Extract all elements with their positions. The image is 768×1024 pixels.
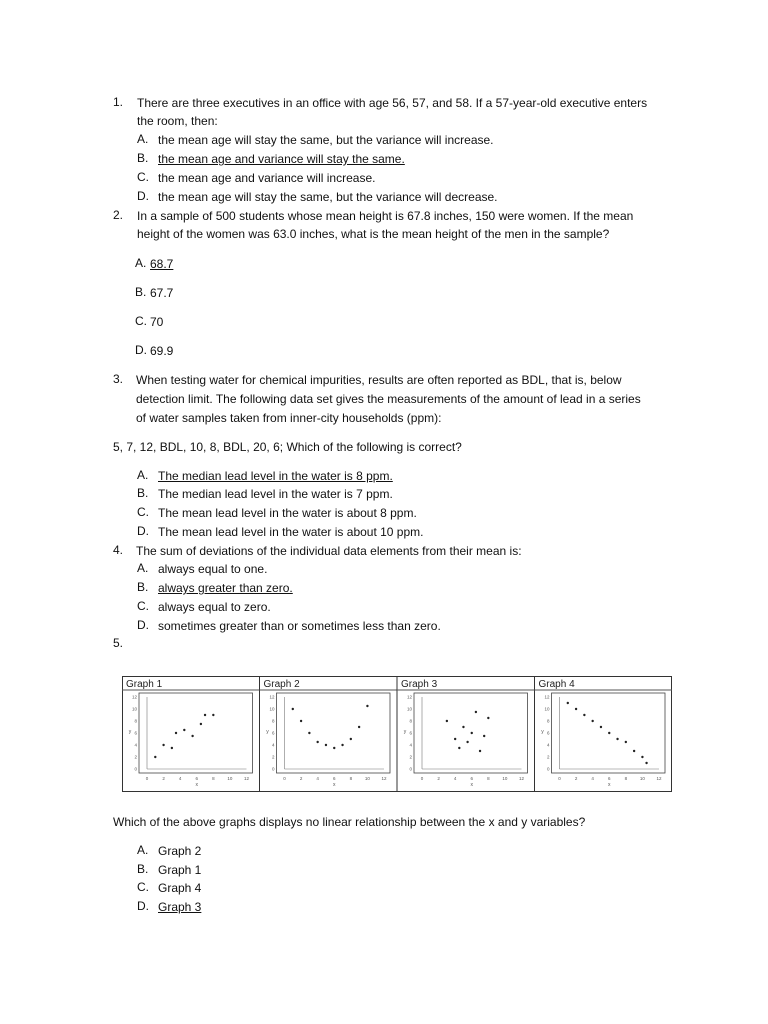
option-text: the mean age will stay the same, but the variance will increase. xyxy=(158,133,494,147)
question-3-data-line: 5, 7, 12, BDL, 10, 8, BDL, 20, 6; Which of the following is correct? xyxy=(113,440,462,454)
y-tick-label: 4 xyxy=(546,742,550,748)
x-tick-label: 8 xyxy=(349,776,353,781)
data-point xyxy=(333,747,335,749)
y-tick-label: 2 xyxy=(271,754,275,760)
x-tick-label: 8 xyxy=(624,776,628,781)
y-tick-label: 0 xyxy=(271,766,275,772)
y-tick-label: 0 xyxy=(409,766,412,772)
x-tick-label: 6 xyxy=(332,776,336,781)
option-letter: A. xyxy=(137,468,149,482)
option-letter: D. xyxy=(137,189,149,203)
option-text: The mean lead level in the water is about 10 ppm. xyxy=(158,525,424,539)
y-tick-label: 10 xyxy=(269,706,275,712)
question-3-text-line-1: When testing water for chemical impurities, results are often reported as BDL, that is, below xyxy=(136,373,622,387)
x-tick-label: 8 xyxy=(212,776,215,781)
y-tick-label: 8 xyxy=(409,718,412,724)
question-1-number: 1. xyxy=(113,95,124,109)
option-text: Graph 1 xyxy=(158,863,202,877)
x-tick-label: 4 xyxy=(178,776,182,781)
option-letter: B. xyxy=(135,285,147,299)
data-point xyxy=(212,714,214,716)
y-tick-label: 10 xyxy=(131,706,137,712)
question-1-text-line-2: the room, then: xyxy=(137,114,218,128)
data-point xyxy=(204,714,206,716)
x-tick-label: 4 xyxy=(316,776,319,781)
option-letter: C. xyxy=(137,880,149,894)
panel-title: Graph 1 xyxy=(126,679,163,690)
option-text: Graph 2 xyxy=(158,844,202,858)
data-point xyxy=(479,750,481,752)
question-3-number: 3. xyxy=(113,372,124,386)
data-point xyxy=(171,747,173,749)
data-point xyxy=(162,744,164,746)
y-tick-label: 0 xyxy=(546,766,550,772)
question-5-text: Which of the above graphs displays no linear relationship between the x and y variables? xyxy=(113,815,586,829)
option-text: always equal to zero. xyxy=(158,600,271,614)
x-axis-label: x xyxy=(333,782,336,788)
data-point xyxy=(191,735,193,737)
plot-frame xyxy=(139,693,253,773)
data-point xyxy=(325,744,327,746)
data-point xyxy=(175,732,177,734)
question-2-number: 2. xyxy=(113,208,124,222)
y-axis-label: y xyxy=(541,729,544,735)
data-point xyxy=(567,702,569,704)
option-letter: C. xyxy=(135,314,147,328)
data-point xyxy=(641,756,643,758)
y-tick-label: 6 xyxy=(134,730,137,736)
data-point xyxy=(183,729,185,731)
option-letter: C. xyxy=(137,505,149,519)
option-letter: A. xyxy=(137,132,149,146)
x-tick-label: 10 xyxy=(639,776,645,781)
question-1-text-line-1: There are three executives in an office with age 56, 57, and 58. If a 57-year-old executive enters xyxy=(137,96,648,110)
y-tick-label: 8 xyxy=(134,718,137,724)
x-tick-label: 10 xyxy=(227,776,233,781)
y-tick-label: 0 xyxy=(134,766,137,772)
y-axis-label: y xyxy=(266,729,269,735)
x-tick-label: 12 xyxy=(243,776,250,781)
data-point xyxy=(583,714,585,716)
option-text-answer: 68.7 xyxy=(150,257,174,271)
option-letter: D. xyxy=(137,524,149,538)
option-text: 67.7 xyxy=(150,286,174,300)
question-3-text-line-2: detection limit. The following data set gives the measurements of the amount of lead in a series xyxy=(136,392,641,406)
x-tick-label: 2 xyxy=(437,776,440,781)
x-axis-label: x xyxy=(195,782,198,788)
x-tick-label: 6 xyxy=(607,776,611,781)
option-letter: D. xyxy=(135,343,147,357)
x-tick-label: 0 xyxy=(558,776,561,781)
y-axis-label: y xyxy=(128,729,132,735)
option-letter: A. xyxy=(137,843,149,857)
data-point xyxy=(608,732,610,734)
option-text-answer: Graph 3 xyxy=(158,900,202,914)
x-tick-label: 8 xyxy=(487,776,490,781)
y-tick-label: 2 xyxy=(546,754,550,760)
data-point xyxy=(471,732,473,734)
y-tick-label: 4 xyxy=(409,742,412,748)
x-axis-label: x xyxy=(608,782,611,788)
option-letter: D. xyxy=(137,618,149,632)
data-point xyxy=(600,726,602,728)
x-tick-label: 2 xyxy=(574,776,578,781)
option-letter: D. xyxy=(137,899,149,913)
x-tick-label: 10 xyxy=(502,776,508,781)
data-point xyxy=(633,750,635,752)
question-4-text: The sum of deviations of the individual data elements from their mean is: xyxy=(136,544,522,558)
panel-title: Graph 3 xyxy=(401,679,438,690)
question-4-number: 4. xyxy=(113,543,124,557)
x-tick-label: 12 xyxy=(518,776,525,781)
y-tick-label: 4 xyxy=(134,742,137,748)
data-point xyxy=(487,717,489,719)
x-tick-label: 0 xyxy=(420,776,424,781)
x-tick-label: 2 xyxy=(162,776,165,781)
data-point xyxy=(575,708,577,710)
y-tick-label: 6 xyxy=(409,730,412,736)
y-tick-label: 4 xyxy=(271,742,275,748)
y-tick-label: 12 xyxy=(544,694,550,700)
option-text: The median lead level in the water is 7 ppm. xyxy=(158,487,393,501)
question-2-text-line-1: In a sample of 500 students whose mean height is 67.8 inches, 150 were women. If the mean xyxy=(137,209,634,223)
option-letter: B. xyxy=(137,580,149,594)
data-point xyxy=(366,705,368,707)
option-text: The mean lead level in the water is about 8 ppm. xyxy=(158,506,417,520)
option-letter: C. xyxy=(137,599,149,613)
data-point xyxy=(154,756,156,758)
option-letter: B. xyxy=(137,486,149,500)
option-text: 70 xyxy=(150,315,164,329)
option-text: the mean age will stay the same, but the variance will decrease. xyxy=(158,190,498,204)
data-point xyxy=(462,726,464,728)
option-letter: A. xyxy=(137,561,149,575)
option-letter: C. xyxy=(137,170,149,184)
x-axis-label: x xyxy=(470,782,473,788)
data-point xyxy=(458,747,460,749)
plot-frame xyxy=(277,693,391,773)
option-text: sometimes greater than or sometimes less than zero. xyxy=(158,619,441,633)
data-point xyxy=(483,735,485,737)
x-tick-label: 6 xyxy=(195,776,199,781)
option-text: Graph 4 xyxy=(158,881,202,895)
y-tick-label: 8 xyxy=(271,718,275,724)
y-tick-label: 12 xyxy=(406,694,412,700)
x-tick-label: 0 xyxy=(283,776,286,781)
option-text-answer: always greater than zero. xyxy=(158,581,293,595)
data-point xyxy=(300,720,302,722)
y-tick-label: 12 xyxy=(269,694,275,700)
x-tick-label: 4 xyxy=(453,776,457,781)
data-point xyxy=(446,720,448,722)
x-tick-label: 0 xyxy=(145,776,149,781)
data-point xyxy=(645,762,647,764)
option-letter: B. xyxy=(137,862,149,876)
scatter-graphs-figure xyxy=(122,676,672,792)
data-point xyxy=(454,738,456,740)
x-tick-label: 12 xyxy=(381,776,387,781)
option-text-answer: the mean age and variance will stay the same. xyxy=(158,152,405,166)
question-2-text-line-2: height of the women was 63.0 inches, what is the mean height of the men in the sample? xyxy=(137,227,610,241)
option-text-answer: The median lead level in the water is 8 ppm. xyxy=(158,469,393,483)
data-point xyxy=(358,726,360,728)
x-tick-label: 6 xyxy=(470,776,474,781)
x-tick-label: 12 xyxy=(656,776,662,781)
x-tick-label: 4 xyxy=(591,776,594,781)
y-tick-label: 6 xyxy=(271,730,275,736)
data-point xyxy=(616,738,618,740)
option-letter: B. xyxy=(137,151,149,165)
data-point xyxy=(475,711,477,713)
y-tick-label: 10 xyxy=(544,706,550,712)
data-point xyxy=(308,732,310,734)
y-axis-label: y xyxy=(403,729,407,735)
option-text: always equal to one. xyxy=(158,562,268,576)
y-tick-label: 8 xyxy=(546,718,550,724)
y-tick-label: 2 xyxy=(134,754,137,760)
data-point xyxy=(466,741,468,743)
y-tick-label: 2 xyxy=(409,754,412,760)
data-point xyxy=(292,708,294,710)
data-point xyxy=(350,738,352,740)
data-point xyxy=(316,741,318,743)
x-tick-label: 10 xyxy=(364,776,370,781)
data-point xyxy=(341,744,343,746)
panel-title: Graph 4 xyxy=(538,679,575,690)
option-text: 69.9 xyxy=(150,344,174,358)
question-5-number: 5. xyxy=(113,636,124,650)
panel-title: Graph 2 xyxy=(263,679,300,690)
y-tick-label: 10 xyxy=(406,706,412,712)
data-point xyxy=(625,741,627,743)
question-3-text-line-3: of water samples taken from inner-city households (ppm): xyxy=(136,411,442,425)
y-tick-label: 12 xyxy=(131,694,137,700)
data-point xyxy=(591,720,593,722)
option-text: the mean age and variance will increase. xyxy=(158,171,376,185)
y-tick-label: 6 xyxy=(546,730,550,736)
data-point xyxy=(200,723,202,725)
option-letter: A. xyxy=(135,256,147,270)
x-tick-label: 2 xyxy=(299,776,303,781)
